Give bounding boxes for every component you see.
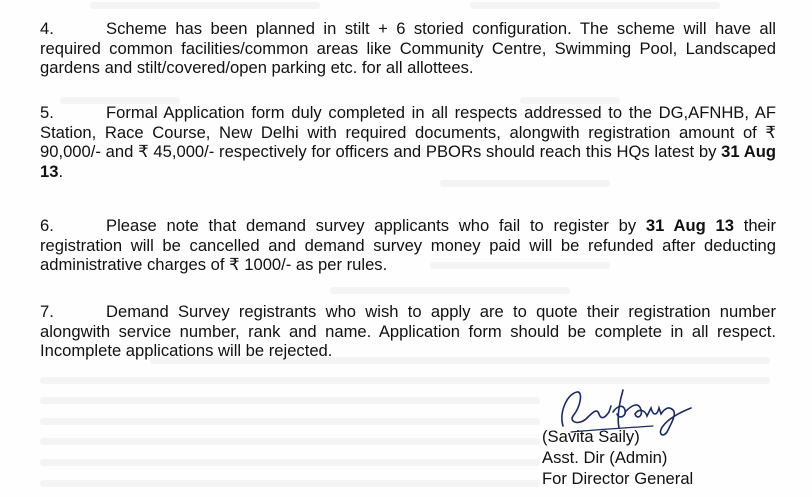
paragraph-number: 5. [40,103,54,122]
paragraph-4 [40,19,776,78]
paragraph-text-end: their registration will be cancelled and demand survey money paid will be refunded after deducting administrative charges of ₹ 1000/- as per rules. [40,216,777,275]
signatory-block [542,426,693,489]
paragraph-5 [40,103,776,181]
paragraph-6 [40,216,776,275]
paragraph-number: 4. [40,19,54,38]
paragraph-number: 7. [40,302,54,321]
paragraph-text: Scheme has been planned in stilt + 6 storied configuration. The scheme will have all required common facilities/common areas like Community Centre, Swimming Pool, Landscaped gardens and stilt/covered/open parking etc. for all allottees. [40,19,776,78]
signatory-designation: Asst. Dir (Admin) [542,448,668,467]
paragraph-text: Formal Application form duly completed in all respects addressed to the DG,AFNHB, AF Station, Race Course, New Delhi with required documents, alongwith registration amount of ₹ 90,000/- and ₹ 45,000/- respectively for officers and PBORs should reach this HQs latest by [40,103,776,162]
paragraph-number: 6. [40,216,54,235]
paragraph-7 [40,302,776,361]
signatory-for: For Director General [542,469,694,488]
deadline-date: 31 Aug 13 [645,216,734,235]
paragraph-text: Please note that demand survey applicants who fail to register by [106,216,646,235]
deadline-date: 31 Aug 13 [40,142,776,181]
paragraph-text-end: . [58,161,64,181]
signatory-name: (Savita Saily) [542,427,640,446]
paragraph-text: Demand Survey registrants who wish to apply are to quote their registration number alongwith service number, rank and name. Application form should be complete in all respect. Incomplete applications will be rejected. [40,302,776,361]
